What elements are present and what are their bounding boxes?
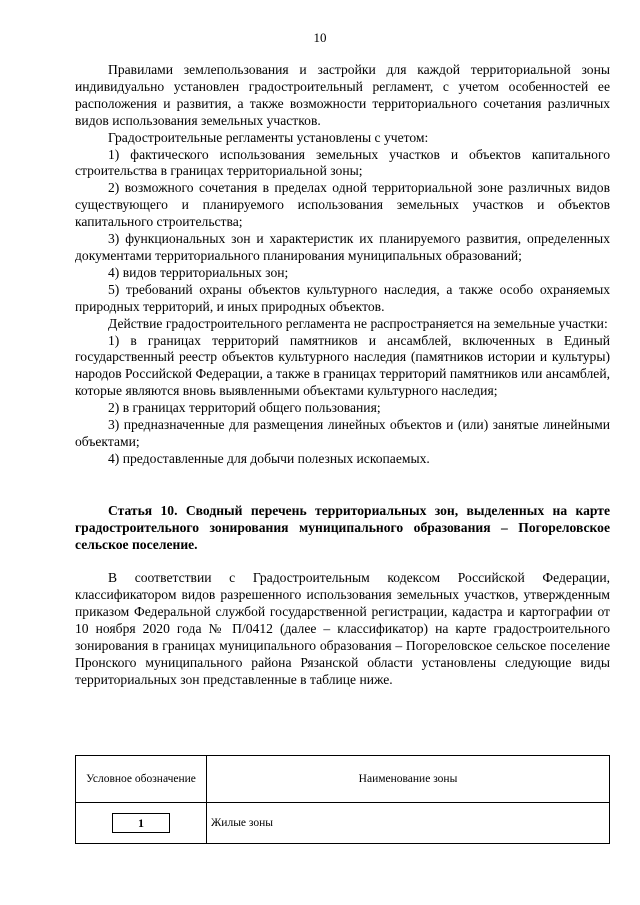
paragraph: 3) предназначенные для размещения линейных объектов и (или) занятые линейными объектами;: [75, 417, 610, 449]
paragraph: Градостроительные регламенты установлены с учетом:: [108, 129, 429, 145]
paragraph: 1) фактического использования земельных участков и объектов капитального строительства в границах территориальной зоны;: [75, 146, 610, 179]
header-code: Условное обозначение: [76, 756, 207, 803]
paragraph: 5) требований охраны объектов культурного наследия, а также особо охраняемых природных территорий, и иных природных объектов.: [75, 281, 610, 314]
document-body: [75, 62, 610, 689]
zone-name: Жилые зоны: [207, 803, 610, 844]
paragraph: 4) предоставленные для добычи полезных ископаемых.: [108, 450, 430, 466]
zones-table: [75, 755, 610, 844]
header-name: Наименование зоны: [207, 756, 610, 803]
paragraph: 3) функциональных зон и характеристик их планируемого развития, определенных документами территориального планирования муниципальных образований;: [75, 231, 610, 263]
table-header-row: [76, 756, 610, 803]
paragraph: Действие градостроительного регламента не распространяется на земельные участки:: [108, 315, 608, 331]
paragraph: 2) возможного сочетания в пределах одной территориальной зоне различных видов существующего и планируемого использования земельных участков и объектов капитального строительства;: [75, 180, 610, 230]
paragraph: 4) видов территориальных зон;: [108, 264, 289, 280]
table-row: [76, 803, 610, 844]
paragraph: 1) в границах территорий памятников и ансамблей, включенных в Единый государственный реестр объектов культурного наследия (памятников истории и культуры) народов Российской Федерации, а также в границах территорий памятников или ансамблей, которые являются вновь выявленными объектами культурного наследия;: [75, 332, 610, 399]
article-heading: Статья 10. Сводный перечень территориальных зон, выделенных на карте градостроительного зонирования муниципального образования – Погореловское сельское поселение.: [75, 502, 610, 552]
article-body: В соответствии с Градостроительным кодексом Российской Федерации, классификатором видов разрешенного использования земельных участков, утвержденным приказом Федеральной службой государственной регистрации, кадастра и картографии от 10 ноября 2020 года № П/0412 (далее – классификатор) на карте градостроительного зонирования в границах муниципального образования – Погореловское сельское поселение Пронского муниципального района Рязанской области установлены следующие виды территориальных зон представленные в таблице ниже.: [75, 570, 610, 687]
paragraph: Правилами землепользования и застройки для каждой территориальной зоны индивидуально установлен градостроительный регламент, с учетом особенностей ее расположения и развития, а также возможности территориального сочетания различных видов использования земельных участков.: [75, 62, 610, 128]
page-number: 10: [313, 30, 327, 45]
paragraph: 2) в границах территорий общего пользования;: [108, 400, 381, 416]
zone-code: 1: [112, 813, 170, 833]
zone-code-cell: [76, 803, 207, 844]
